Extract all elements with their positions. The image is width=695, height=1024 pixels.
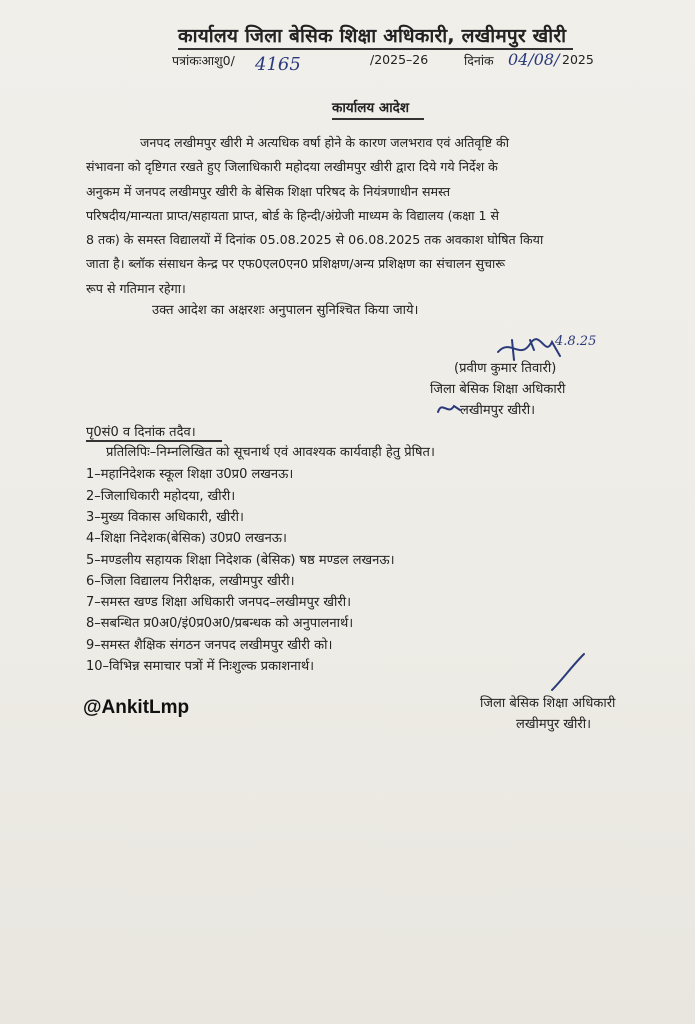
order-heading: कार्यालय आदेश bbox=[332, 100, 410, 116]
signatory-designation: जिला बेसिक शिक्षा अधिकारी bbox=[430, 382, 566, 397]
date-year: 2025 bbox=[562, 52, 594, 67]
order-heading-underline bbox=[332, 118, 424, 120]
body-line: अनुकम में जनपद लखीमपुर खीरी के बेसिक शिक्षा परिषद के नियंत्रणाधीन समस्त bbox=[86, 184, 451, 199]
copy-list-item: 4–शिक्षा निदेशक(बेसिक) उ0प्र0 लखनऊ। bbox=[86, 531, 287, 546]
copy-heading: पृ0सं0 व दिनांक तदैव। bbox=[86, 425, 196, 440]
copy-list-item: 8–सबन्धित प्र0अ0/इं0प्र0अ0/प्रबन्धक को अनुपालनार्थ। bbox=[86, 616, 354, 631]
copy-list-item: 9–समस्त शैक्षिक संगठन जनपद लखीमपुर खीरी को। bbox=[86, 638, 333, 653]
signatory-location: लखीमपुर खीरी। bbox=[460, 403, 536, 418]
footer-designation: जिला बेसिक शिक्षा अधिकारी bbox=[480, 696, 616, 711]
copy-list-item: 7–समस्त खण्ड शिक्षा अधिकारी जनपद–लखीमपुर खीरी। bbox=[86, 595, 351, 610]
body-line: संभावना को दृष्टिगत रखते हुए जिलाधिकारी महोदया लखीमपुर खीरी द्वारा दिये गये निर्देश के bbox=[86, 159, 498, 174]
body-line: रूप से गतिमान रहेगा। bbox=[86, 281, 186, 296]
copy-list-item: 2–जिलाधिकारी महोदया, खीरी। bbox=[86, 489, 236, 504]
copy-list-item: 10–विभिन्न समाचार पत्रों में निःशुल्क प्रकाशनार्थ। bbox=[86, 659, 315, 674]
office-title: कार्यालय जिला बेसिक शिक्षा अधिकारी, लखीमपुर खीरी bbox=[178, 25, 567, 47]
body-line: परिषदीय/मान्यता प्राप्त/सहायता प्राप्त, बोर्ड के हिन्दी/अंग्रेजी माध्यम के विद्यालय (कक्षा 1 से bbox=[86, 208, 500, 223]
body-line: 8 तक) के समस्त विद्यालयों में दिनांक 05.08.2025 से 06.08.2025 तक अवकाश घोषित किया bbox=[86, 232, 544, 247]
compliance-line: उक्त आदेश का अक्षरशः अनुपालन सुनिश्चित किया जाये। bbox=[152, 303, 419, 318]
signatory-name: (प्रवीण कुमार तिवारी) bbox=[454, 361, 557, 376]
copy-list-item: 3–मुख्य विकास अधिकारी, खीरी। bbox=[86, 510, 244, 525]
footer-location: लखीमपुर खीरी। bbox=[516, 717, 592, 732]
copy-list-item: 6–जिला विद्यालय निरीक्षक, लखीमपुर खीरी। bbox=[86, 574, 295, 589]
signature-date: 4.8.25 bbox=[555, 334, 597, 349]
copy-list-item: 1–महानिदेशक स्कूल शिक्षा उ0प्र0 लखनऊ। bbox=[86, 467, 294, 482]
date-label: दिनांक bbox=[464, 53, 494, 68]
copy-intro: प्रतिलिपिः–निम्नलिखित को सूचनार्थ एवं आवश्यक कार्यवाही हेतु प्रेषित। bbox=[106, 445, 435, 460]
ref-label: पत्रांकःआशु0/ bbox=[172, 53, 235, 68]
body-line: जनपद लखीमपुर खीरी मे अत्यधिक वर्षा होने के कारण जलभराव एवं अतिवृष्टि की bbox=[140, 135, 509, 150]
session-label: /2025–26 bbox=[370, 52, 429, 67]
copy-list-item: 5–मण्डलीय सहायक शिक्षा निदेशक (बेसिक) षष्ठ मण्डल लखनऊ। bbox=[86, 553, 395, 568]
initial-scribble bbox=[434, 398, 462, 418]
date-handwritten: 04/08/ bbox=[508, 50, 560, 69]
body-line: जाता है। ब्लॉक संसाधन केन्द्र पर एफ0एल0एन0 प्रशिक्षण/अन्य प्रशिक्षण का संचालन सुचारू bbox=[86, 256, 506, 271]
ref-number-handwritten: 4165 bbox=[255, 54, 301, 75]
watermark-handle: @AnkitLmp bbox=[83, 697, 190, 718]
footer-signature-stroke bbox=[548, 650, 588, 694]
